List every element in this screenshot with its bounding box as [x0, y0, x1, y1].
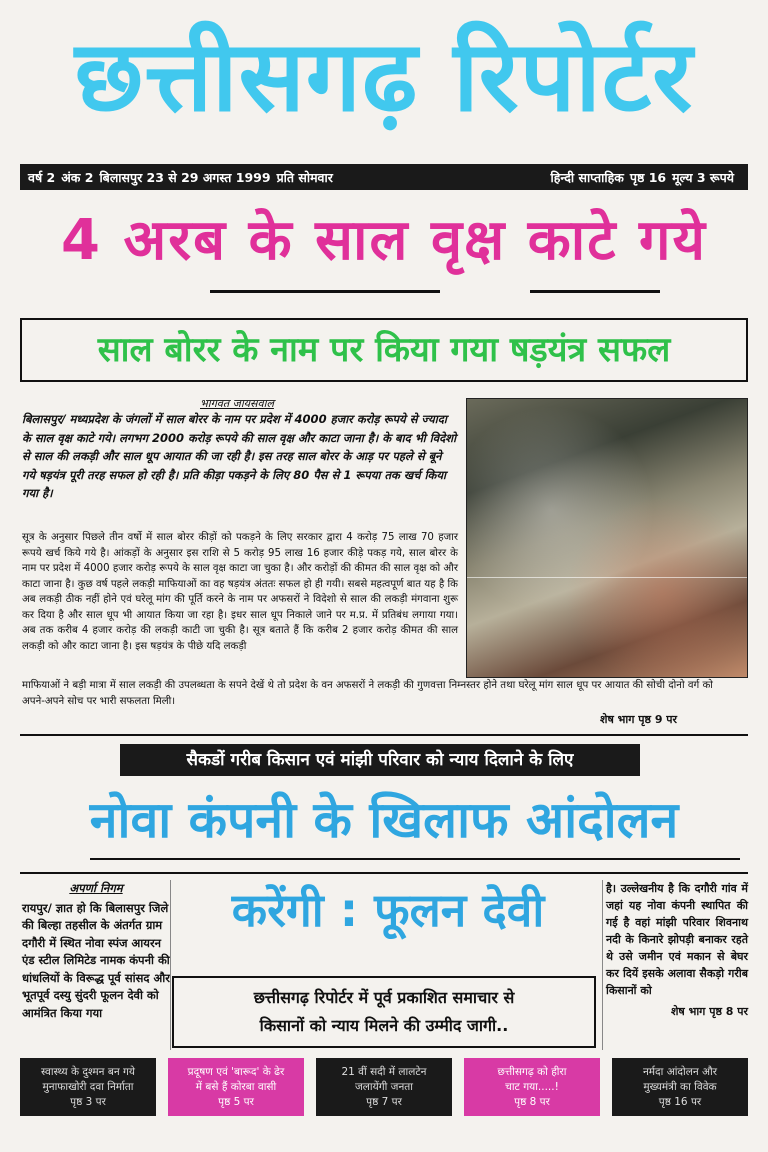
- teaser-line: छत्तीसगढ़ को हीरा: [497, 1065, 567, 1078]
- teaser-box[interactable]: [316, 1058, 452, 1116]
- teaser-box[interactable]: [168, 1058, 304, 1116]
- lead-body-text: सूत्र के अनुसार पिछले तीन वर्षो में साल बोरर कीड़ों को पकड़ने के लिए सरकार द्वारा 4 करोड़ 75 लाख 70 हजार रूपये खर्च किये गये है। आंकड़ों के अनुसार इस राशि से 5 करोड़ 95 लाख 16 हजार कीड़े पकड़ गये, साल बोरर के नाम पर प्रदेश में 4000 हजार करोड़ रूपये के साल वृक्ष काटा जा चुका है। और करोड़ों की कीमत की साल वृक्ष को और काटा जाना है। कुछ वर्ष पहले लकड़ी माफियाओं का वह षड़यंत्र अंततः सफल हो ही गयी। सबसे महत्वपूर्ण बात यह है कि अब लकड़ी ठीक नहीं होने एवं घरेलू मांग की पूर्ति करने के नाम पर अफसरों ने विदेशो से साल की लकड़ी मंगवाना शुरू कर दिया है और साल धूप भी आयात किया जा रहा है। इधर साल धूप निकाले जाने पर म.प्र. में प्रतिबंध लगाया गया। अब तक करीब 4 हजार करोड़ की लकड़ी काटी जा चुकी है। सूत्र बताते हैं कि करीब 2 हजार करोड़ कीमत की साल लकड़ी को और काटा जाना है। इस षड़यंत्र के पीछे यदि लकड़ी: [22, 532, 458, 652]
- second-continued-note: शेष भाग पृष्ठ 8 पर: [670, 1005, 748, 1018]
- second-right-text: है। उल्लेखनीय है कि दगौरी गांव में जहां यह नोवा कंपनी स्थापित की गई है वहां मांझी परिवार शिवनाथ नदी के किनारे झोपड़ी बनाकर रहते थे उसे जमीन एवं मकान से बेघर कर दियें इसके अलावा सैकड़ो गरीब किसानों को: [606, 882, 748, 997]
- teaser-line: नर्मदा आंदोलन और: [642, 1065, 718, 1078]
- issue-number: अंक 2: [61, 169, 94, 185]
- second-subheadline: करेंगी : फूलन देवी: [231, 883, 545, 937]
- headline-underline-left: [210, 290, 440, 293]
- teaser-row: [20, 1058, 748, 1116]
- teaser-line: चाट गया.....!: [505, 1080, 559, 1093]
- quote-line-1: छत्तीसगढ़ रिपोर्टर में पूर्व प्रकाशित समाचार से: [253, 988, 515, 1007]
- issue-year: वर्ष 2: [28, 169, 56, 185]
- teaser-line: मुनाफाखोरी दवा निर्माता: [42, 1080, 134, 1093]
- second-story-left-column: [22, 880, 170, 1022]
- quote-box: [172, 976, 596, 1048]
- lead-intro-text: बिलासपुर/ मध्यप्रदेश के जंगलों में साल बोरर के नाम पर प्रदेश में 4000 हजार करोड़ रूपये से ज्यादा के साल वृक्ष काटे गये। लगभग 2000 करोड़ रूपये की साल वृक्ष और काटा जाना है। के बाद भी विदेशो से साल की लकड़ी और साल धूप आयात की जा रही है। इस तरह साल बोरर के आड़ पर पहले से बूने गये षड़यंत्र पूरी तरह सफल हो रही है। प्रति कीड़ा पकड़ने के लिए 80 पैस से 1 रूपया तक खर्च किया गया है।: [22, 412, 457, 500]
- column-divider-left: [170, 880, 171, 1050]
- teaser-box[interactable]: [464, 1058, 600, 1116]
- issue-type: हिन्दी साप्ताहिक: [550, 169, 624, 185]
- teaser-page: पृष्ठ 16 पर: [658, 1095, 702, 1108]
- column-divider-right: [602, 880, 603, 1050]
- section-divider: [20, 734, 748, 736]
- second-story-right-column: [606, 880, 748, 1020]
- second-left-text: रायपुर/ ज्ञात हो कि बिलासपुर जिले की बिल्हा तहसील के अंतर्गत ग्राम दगौरी में स्थित नोवा स्पंज आयरन एंड स्टील लिमिटेड नामक कंपनी की धांधलियों के विरूद्ध पूर्व सांसद और भूतपूर्व दस्यु सुंदरी फूलन देवी को आमंत्रित किया गया: [22, 900, 170, 1020]
- second-story-banner: सैकडों गरीब किसान एवं मांझी परिवार को न्याय दिलाने के लिए: [120, 744, 640, 776]
- teaser-page: पृष्ठ 5 पर: [218, 1095, 254, 1108]
- headline-underline-right: [530, 290, 660, 293]
- teaser-box[interactable]: [612, 1058, 748, 1116]
- issue-pages: पृष्ठ 16: [629, 169, 667, 185]
- issue-place-date: बिलासपुर 23 से 29 अगस्त 1999: [99, 169, 271, 185]
- teaser-line: 21 वीं सदी में लालटेन: [341, 1065, 427, 1078]
- lead-subheadline: साल बोरर के नाम पर किया गया षड़यंत्र सफल: [20, 318, 748, 382]
- lead-body-text-continued: माफियाओं ने बड़ी मात्रा में साल लकड़ी की उपलब्धता के सपने देखें थे तो प्रदेश के वन अफसरों ने लकड़ी की गुणवत्ता निम्नस्तर होने तथा घरेलू मांग साल धूप पर आयात की सोची दोनो वर्ग को अपने-अपने सोच पर भारी सफलता मिली।: [22, 680, 713, 707]
- lead-continued-note: शेष भाग पृष्ठ 9 पर: [600, 713, 678, 726]
- lead-headline: 4 अरब के साल वृक्ष काटे गये: [61, 208, 707, 273]
- issue-day: प्रति सोमवार: [276, 169, 333, 185]
- teaser-page: पृष्ठ 3 पर: [70, 1095, 106, 1108]
- teaser-line: जलायेंगी जनता: [354, 1080, 413, 1093]
- masthead-title: छत्तीसगढ़ रिपोर्टर: [74, 20, 694, 134]
- forest-photo: [466, 398, 748, 678]
- teaser-line: में बसे हैं कोरबा वासी: [195, 1080, 277, 1093]
- teaser-line: स्वास्थ्य के दुश्मन बन गये: [40, 1065, 136, 1078]
- issue-price: मूल्य 3 रूपये: [672, 169, 734, 185]
- lead-byline: भागवत जायसवाल: [200, 397, 274, 410]
- teaser-page: पृष्ठ 8 पर: [514, 1095, 550, 1108]
- teaser-page: पृष्ठ 7 पर: [366, 1095, 402, 1108]
- second-headline-rule: [90, 858, 740, 860]
- teaser-line: मुख्यमंत्री का विवेक: [643, 1080, 717, 1093]
- quote-line-2: किसानों को न्याय मिलने की उम्मीद जागी..: [259, 1016, 509, 1035]
- second-headline: नोवा कंपनी के खिलाफ आंदोलन: [89, 791, 679, 849]
- issue-info-bar: [20, 164, 748, 190]
- teaser-box[interactable]: [20, 1058, 156, 1116]
- second-byline: अपर्णा निगम: [69, 881, 123, 895]
- teaser-line: प्रदूषण एवं 'बारूद' के ढेर: [187, 1065, 285, 1078]
